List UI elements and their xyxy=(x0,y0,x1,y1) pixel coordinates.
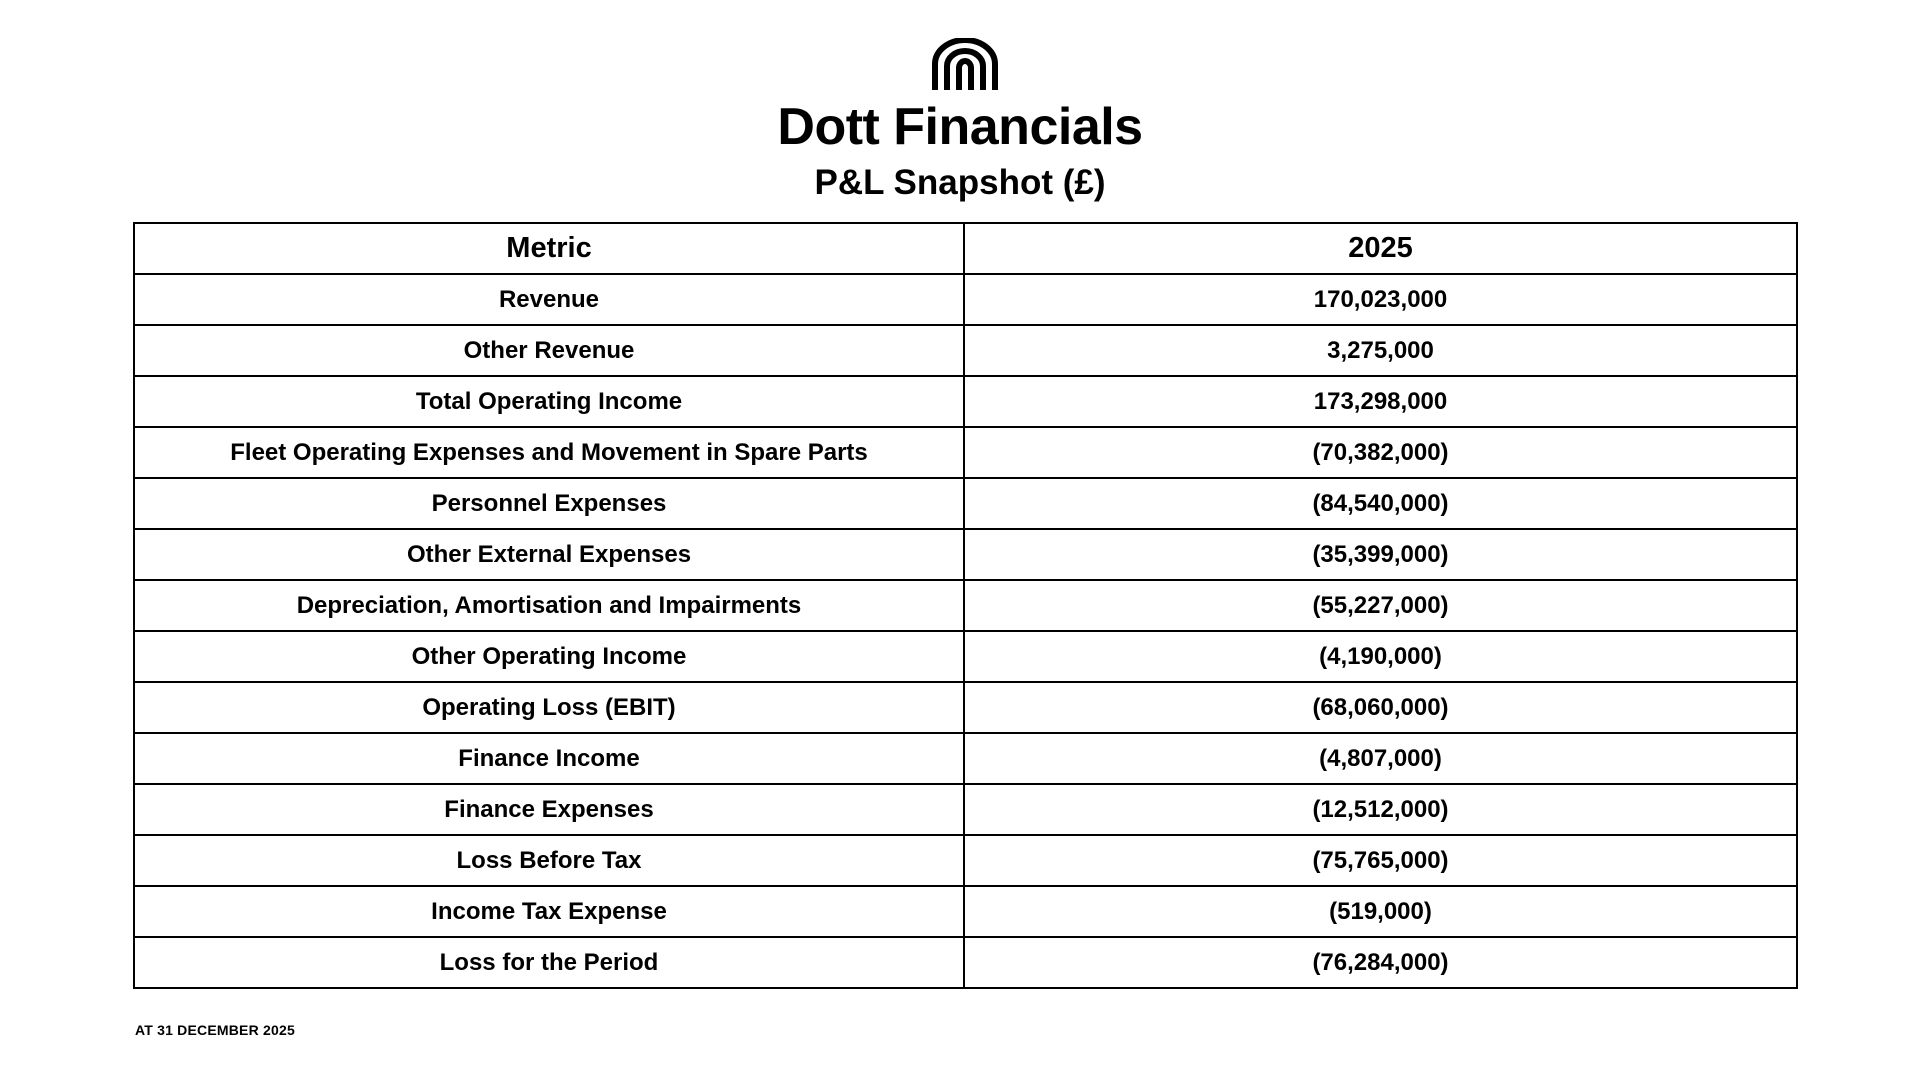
metric-cell: Other Revenue xyxy=(134,325,964,376)
value-cell: 170,023,000 xyxy=(964,274,1797,325)
metric-cell: Income Tax Expense xyxy=(134,886,964,937)
value-cell: 3,275,000 xyxy=(964,325,1797,376)
table-row xyxy=(134,733,1797,784)
value-cell: (4,807,000) xyxy=(964,733,1797,784)
value-cell: (75,765,000) xyxy=(964,835,1797,886)
value-cell: (4,190,000) xyxy=(964,631,1797,682)
value-cell: (70,382,000) xyxy=(964,427,1797,478)
dott-logo-icon xyxy=(930,38,1000,90)
table-row xyxy=(134,427,1797,478)
value-cell: 173,298,000 xyxy=(964,376,1797,427)
value-cell: (76,284,000) xyxy=(964,937,1797,988)
table-row xyxy=(134,886,1797,937)
metric-cell: Total Operating Income xyxy=(134,376,964,427)
table-header-row xyxy=(134,223,1797,274)
table-row xyxy=(134,631,1797,682)
table-row xyxy=(134,580,1797,631)
metric-cell: Loss Before Tax xyxy=(134,835,964,886)
page-subtitle: P&L Snapshot (£) xyxy=(814,163,1106,202)
metric-cell: Fleet Operating Expenses and Movement in Spare Parts xyxy=(134,427,964,478)
table-row xyxy=(134,325,1797,376)
value-cell: (35,399,000) xyxy=(964,529,1797,580)
table-row xyxy=(134,376,1797,427)
table-row xyxy=(134,274,1797,325)
metric-cell: Revenue xyxy=(134,274,964,325)
value-cell: (519,000) xyxy=(964,886,1797,937)
value-cell: (84,540,000) xyxy=(964,478,1797,529)
metric-cell: Finance Expenses xyxy=(134,784,964,835)
table-row xyxy=(134,478,1797,529)
table-row xyxy=(134,529,1797,580)
metric-cell: Personnel Expenses xyxy=(134,478,964,529)
table-row xyxy=(134,682,1797,733)
value-cell: (68,060,000) xyxy=(964,682,1797,733)
metric-cell: Other Operating Income xyxy=(134,631,964,682)
metric-cell: Loss for the Period xyxy=(134,937,964,988)
page-title: Dott Financials xyxy=(777,98,1143,156)
table-row xyxy=(134,937,1797,988)
metric-cell: Operating Loss (EBIT) xyxy=(134,682,964,733)
column-header-year: 2025 xyxy=(964,223,1797,274)
pl-table xyxy=(133,222,1798,989)
metric-cell: Other External Expenses xyxy=(134,529,964,580)
metric-cell: Depreciation, Amortisation and Impairments xyxy=(134,580,964,631)
value-cell: (12,512,000) xyxy=(964,784,1797,835)
column-header-metric: Metric xyxy=(134,223,964,274)
value-cell: (55,227,000) xyxy=(964,580,1797,631)
table-row xyxy=(134,784,1797,835)
metric-cell: Finance Income xyxy=(134,733,964,784)
table-row xyxy=(134,835,1797,886)
date-footnote: AT 31 DECEMBER 2025 xyxy=(135,1022,295,1038)
